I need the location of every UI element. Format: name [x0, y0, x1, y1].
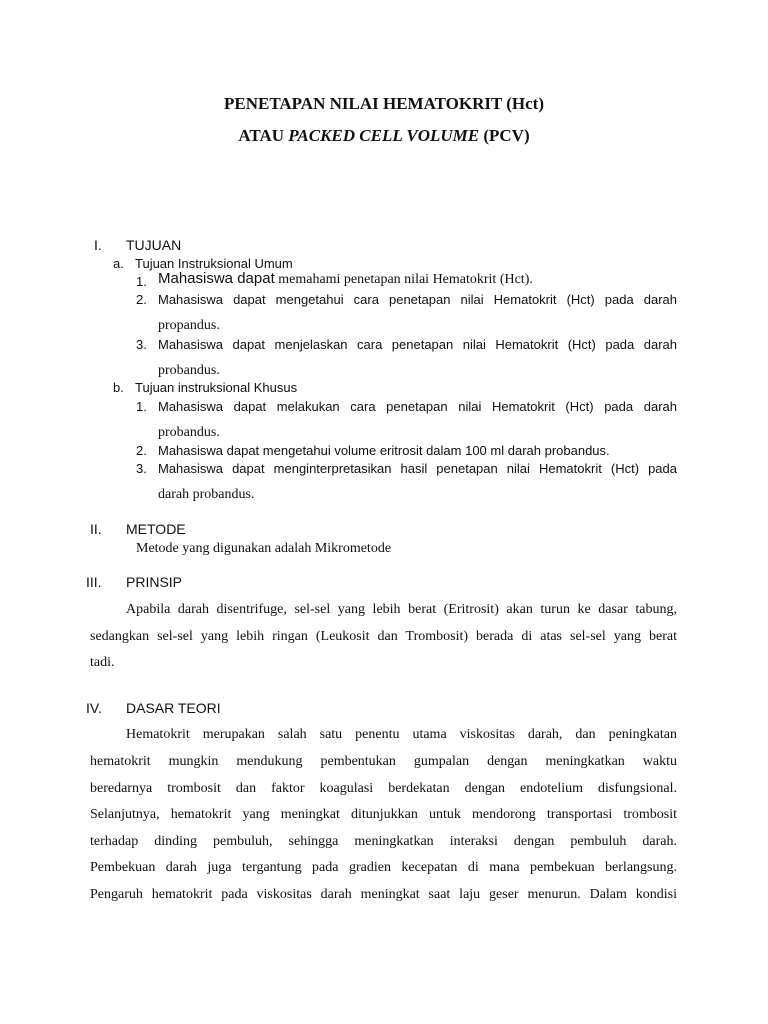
a-item2-number: 2. — [136, 292, 147, 307]
section4-line2: hematokrit mungkin mendukung pembentukan gumpalan dengan meningkatkan waktu — [90, 754, 677, 769]
section4-heading: DASAR TEORI — [126, 700, 221, 716]
title-line2-suffix: (PCV) — [479, 126, 530, 145]
section4-line1: Hematokrit merupakan salah satu penentu utama viskositas darah, dan peningkatan — [126, 727, 677, 742]
b-item2-line1: Mahasiswa dapat mengetahui volume eritrosit dalam 100 ml darah probandus. — [158, 443, 610, 458]
b-item3-number: 3. — [136, 461, 147, 476]
section1-heading: TUJUAN — [126, 237, 182, 253]
section3-heading: PRINSIP — [126, 574, 183, 590]
b-item2-number: 2. — [136, 443, 147, 458]
a-item2-line2: propandus. — [158, 318, 220, 333]
section3-numeral: III. — [86, 574, 102, 590]
section1-a-letter: a. — [113, 256, 124, 271]
section2-heading: METODE — [126, 521, 186, 537]
section3-line1: Apabila darah disentrifuge, sel-sel yang lebih berat (Eritrosit) akan turun ke dasar tabung, — [126, 602, 677, 617]
section2-text: Metode yang digunakan adalah Mikrometode — [136, 541, 392, 556]
b-item1-line1: Mahasiswa dapat melakukan cara penetapan nilai Hematokrit (Hct) pada darah — [158, 399, 677, 414]
section1-a-label: Tujuan Instruksional Umum — [135, 256, 293, 271]
b-item1-number: 1. — [136, 399, 147, 414]
section4-line4: Selanjutnya, hematokrit yang meningkat ditunjukkan untuk mendorong transportasi trombosit — [90, 807, 677, 822]
a-item1-lead: Mahasiswa dapat — [158, 270, 275, 287]
section4-line6: Pembekuan darah juga tergantung pada gradien kecepatan di mana pembekuan berlangsung. — [90, 860, 677, 875]
a-item3-number: 3. — [136, 337, 147, 352]
title-line2-prefix: ATAU — [238, 126, 289, 145]
title-line2-italic: PACKED CELL VOLUME — [288, 126, 480, 145]
a-item1-rest: memahami penetapan nilai Hematokrit (Hct). — [274, 272, 533, 287]
document-title-line2 — [0, 126, 768, 146]
b-item3-line2: darah probandus. — [158, 487, 255, 502]
section3-line3: tadi. — [90, 655, 115, 670]
section4-line5: terhadap dinding pembuluh, sehingga meningkatkan interaksi dengan pembuluh darah. — [90, 834, 677, 849]
a-item2-line1: Mahasiswa dapat mengetahui cara penetapan nilai Hematokrit (Hct) pada darah — [158, 292, 677, 307]
section2-numeral: II. — [90, 521, 102, 537]
section1-b-letter: b. — [113, 380, 124, 395]
document-title-line1: PENETAPAN NILAI HEMATOKRIT (Hct) — [223, 94, 545, 113]
b-item3-line1: Mahasiswa dapat menginterpretasikan hasil penetapan nilai Hematokrit (Hct) pada — [158, 461, 677, 476]
a-item3-line2: probandus. — [158, 363, 220, 378]
a-item1-text — [158, 270, 533, 288]
section4-line3: beredarnya trombosit dan faktor koagulasi berdekatan dengan endotelium disfungsional. — [90, 781, 677, 796]
section3-line2: sedangkan sel-sel yang lebih ringan (Leukosit dan Trombosit) berada di atas sel-sel yang berat — [90, 629, 677, 644]
section4-line7: Pengaruh hematokrit pada viskositas darah meningkat saat laju geser menurun. Dalam kondisi — [90, 887, 677, 902]
b-item1-line2: probandus. — [158, 425, 220, 440]
section1-b-label: Tujuan instruksional Khusus — [135, 380, 298, 395]
a-item1-number: 1. — [136, 274, 147, 289]
a-item3-line1: Mahasiswa dapat menjelaskan cara penetapan nilai Hematokrit (Hct) pada darah — [158, 337, 677, 352]
section1-numeral: I. — [94, 237, 102, 253]
section4-numeral: IV. — [86, 700, 102, 716]
